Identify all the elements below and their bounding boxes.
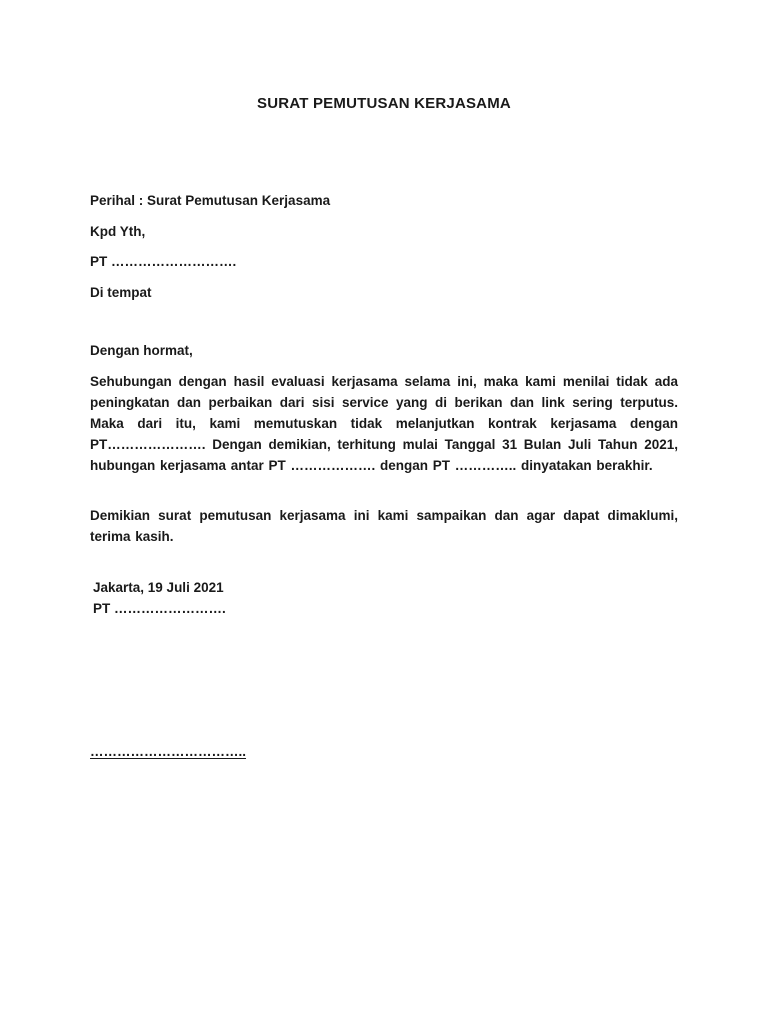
addressee-location-line: Di tempat: [90, 285, 152, 301]
subject-line: Perihal : Surat Pemutusan Kerjasama: [90, 193, 331, 208]
body-paragraph-1: Sehubungan dengan hasil evaluasi kerjasama selama ini, maka kami menilai tidak ada peningkatan dan perbaikan dari sisi service yang di berikan dan link sering terputus. Maka dari itu, kami memutuskan tidak melanjutkan kontrak kerjasama dengan PT…………………. Dengan demikian, terhitung mulai Tanggal 31 Bulan Juli Tahun 2021, hubungan kerjasama antar PT ………………. dengan PT ………….. dinyatakan berakhir.: [90, 373, 678, 473]
signature-company-placeholder: PT …………………….: [93, 600, 226, 616]
signature-block: [90, 577, 678, 619]
addressee-line: Kpd Yth,: [90, 223, 146, 239]
body-paragraph-2: Demikian surat pemutusan kerjasama ini kami sampaikan dan agar dapat dimaklumi, terima kasih.: [90, 507, 678, 544]
signature-dotted-line: ……………………………..: [90, 743, 247, 759]
salutation-line: Dengan hormat,: [90, 342, 193, 358]
signature-place-date: Jakarta, 19 Juli 2021: [93, 579, 224, 595]
letter-header-block: [90, 186, 678, 309]
letter-body: [90, 0, 678, 762]
letter-title: SURAT PEMUTUSAN KERJASAMA: [257, 95, 511, 112]
addressee-company-placeholder: PT ……………………….: [90, 254, 237, 270]
